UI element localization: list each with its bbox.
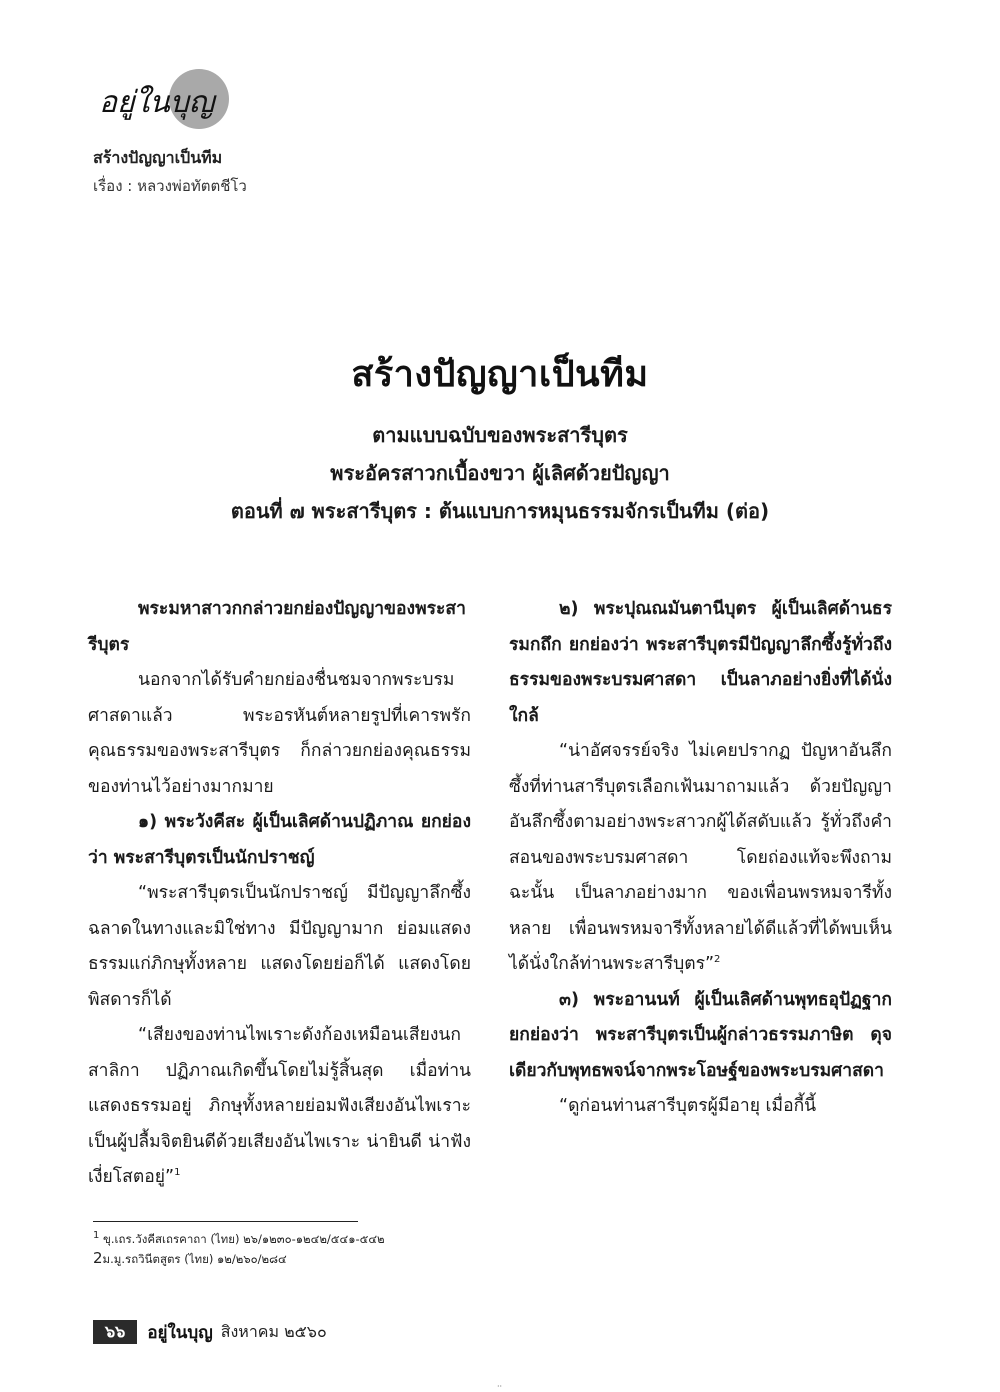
footnote-ref-2[interactable]: 2 — [714, 954, 721, 966]
item2-heading: ๒) พระปุณณมันตานีบุตร ผู้เป็นเลิศด้านธรรมกถึก ยกย่องว่า พระสารีบุตรมีปัญญาลึกซึ้งรู้ทั่วถึงธรรมของพระบรมศาสดา เป็นลาภอย่างยิ่งที่ได้นั่งใกล้ — [509, 599, 892, 726]
right-column — [509, 592, 892, 1125]
logo-text: อยู่ในบุญ — [99, 85, 215, 120]
article-subtitle-1: ตามแบบฉบับของพระสารีบุตร — [372, 423, 628, 447]
footer-magazine-name: อยู่ในบุญ — [147, 1322, 213, 1343]
footnote-2 — [93, 1249, 385, 1269]
left-column — [88, 592, 471, 1196]
page-footer — [93, 1320, 327, 1344]
item2-quote-wrapper — [509, 734, 892, 983]
footnote-2-text: ม.มู.รถวินีตสูตร (ไทย) ๑๒/๒๖๐/๒๘๔ — [102, 1252, 287, 1266]
footer-issue: สิงหาคม ๒๕๖๐ — [220, 1321, 327, 1341]
byline: เรื่อง : หลวงพ่อทัตตชีโว — [93, 177, 247, 195]
footnote-2-mark: 2 — [93, 1249, 103, 1267]
article-subtitle-2: พระอัครสาวกเบื้องขวา ผู้เลิศด้วยปัญญา — [330, 461, 670, 485]
footnotes — [93, 1230, 385, 1269]
crop-mark-icon: ·· — [497, 1382, 503, 1391]
section-title: สร้างปัญญาเป็นทีม — [93, 148, 223, 167]
item3-quote: “ดูก่อนท่านสารีบุตรผู้มีอายุ เมื่อกี้นี้ — [559, 1096, 817, 1116]
left-intro-paragraph: นอกจากได้รับคำยกย่องชื่นชมจากพระบรมศาสดาแล้ว พระอรหันต์หลายรูปที่เคารพรักคุณธรรมของพระสารีบุตร ก็กล่าวยกย่องคุณธรรมของท่านไว้อย่างมากมาย — [88, 670, 471, 797]
item1-quote-2: “เสียงของท่านไพเราะดังก้องเหมือนเสียงนกสาลิกา ปฏิภาณเกิดขึ้นโดยไม่รู้สิ้นสุด เมื่อท่านแสดงธรรมอยู่ ภิกษุทั้งหลายย่อมฟังเสียงอันไพเราะ เป็นผู้ปลื้มจิตยินดีด้วยเสียงอันไพเราะ น่ายินดี น่าฟัง เงี่ยโสตอยู่” — [88, 1025, 471, 1187]
item1-quote-2-wrapper — [88, 1018, 471, 1196]
article-title: สร้างปัญญาเป็นทีม — [351, 354, 649, 395]
magazine-logo — [95, 68, 235, 134]
footnote-divider — [93, 1221, 358, 1222]
page-number: ๖๖ — [93, 1320, 137, 1344]
left-heading: พระมหาสาวกกล่าวยกย่องปัญญาของพระสารีบุตร — [88, 599, 466, 655]
item1-quote-1: “พระสารีบุตรเป็นนักปราชญ์ มีปัญญาลึกซึ้ง ฉลาดในทางและมิใช่ทาง มีปัญญามาก ย่อมแสดงธรรมแก่ภิกษุทั้งหลาย แสดงโดยย่อก็ได้ แสดงโดยพิสดารก็ได้ — [88, 883, 471, 1010]
item1-heading: ๑) พระวังคีสะ ผู้เป็นเลิศด้านปฏิภาณ ยกย่องว่า พระสารีบุตรเป็นนักปราชญ์ — [88, 812, 471, 868]
article-subtitle-3: ตอนที่ ๗ พระสารีบุตร : ต้นแบบการหมุนธรรมจักรเป็นทีม (ต่อ) — [230, 499, 770, 523]
item3-heading: ๓) พระอานนท์ ผู้เป็นเลิศด้านพุทธอุปัฏฐาก ยกย่องว่า พระสารีบุตรเป็นผู้กล่าวธรรมภาษิต ดุจเดียวกับพุทธพจน์จากพระโอษฐ์ของพระบรมศาสดา — [509, 989, 892, 1081]
logo-emblem-icon — [95, 68, 235, 134]
article-title-block — [0, 345, 1000, 534]
item2-quote: “น่าอัศจรรย์จริง ไม่เคยปรากฏ ปัญหาอันลึกซึ้งที่ท่านสารีบุตรเลือกเฟ้นมาถามแล้ว ด้วยปัญญาอันลึกซึ้งตามอย่างพระสาวกผู้ได้สดับแล้ว รู้ทั่วถึงคำสอนของพระบรมศาสดา โดยถ่องแท้จะพึงถามฉะนั้น เป็นลาภอย่างมาก ของเพื่อนพรหมจารีทั้งหลาย เพื่อนพรหมจารีทั้งหลายได้ดีแล้วที่ได้พบเห็น ได้นั่งใกล้ท่านพระสารีบุตร” — [509, 741, 892, 974]
footnote-ref-1[interactable]: 1 — [174, 1167, 181, 1179]
footnote-1 — [93, 1230, 385, 1249]
footnote-1-text: ขุ.เถร.วังคีสเถรคาถา (ไทย) ๒๖/๑๒๓๐-๑๒๔๒/๕๔๑-๕๔๒ — [103, 1232, 385, 1246]
footnote-1-mark: 1 — [93, 1230, 100, 1242]
